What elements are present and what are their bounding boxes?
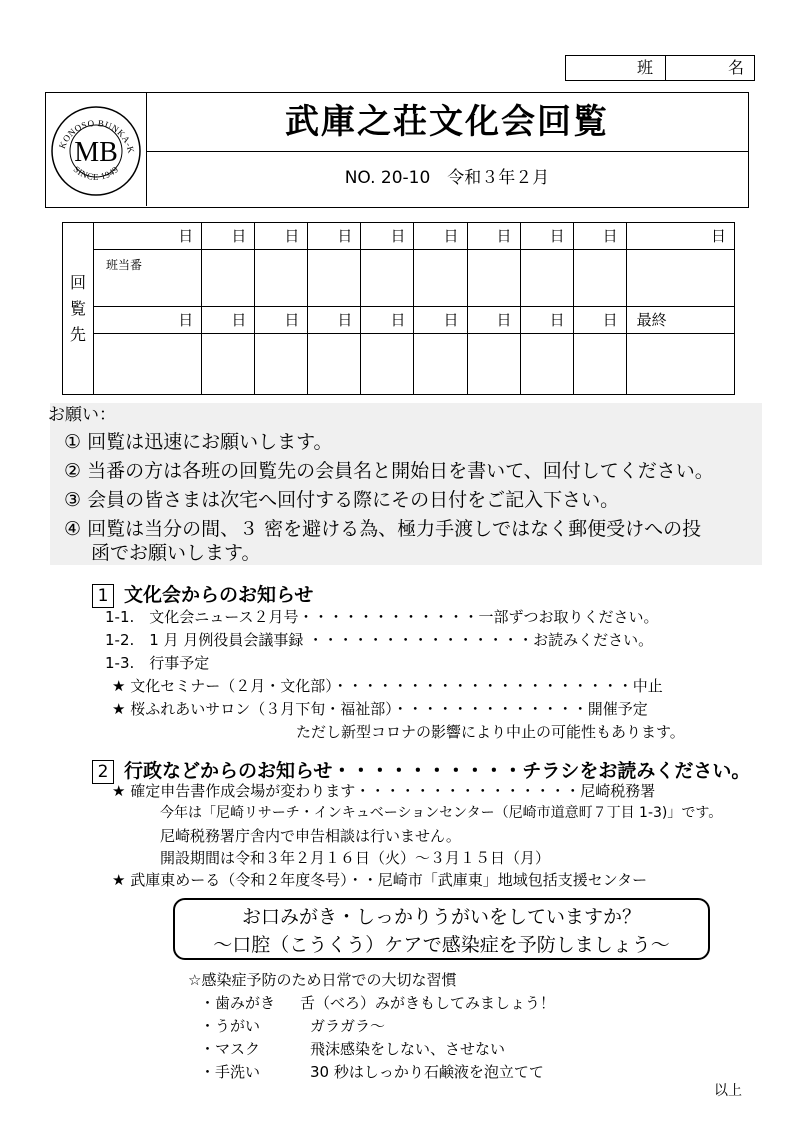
section1-number: 1 xyxy=(92,584,114,608)
logo-cell xyxy=(46,93,147,206)
request-item: 函でお願いします。 xyxy=(91,542,261,564)
circulation-table xyxy=(62,222,735,395)
section2-line: 開設期間は令和３年２月１６日（火）～３月１５日（月） xyxy=(160,849,551,867)
group-name-box xyxy=(565,55,755,81)
date-cell: 日 xyxy=(573,307,626,334)
section2-line: ★ 武庫東めーる（令和２年度冬号）・・尼崎市「武庫東」地域包括支援センター xyxy=(112,871,648,889)
date-cell: 日 xyxy=(255,223,308,250)
name-cell[interactable] xyxy=(255,250,308,307)
request-item: ③ 会員の皆さまは次宅へ回付する際にその日付をご記入下さい。 xyxy=(64,489,620,511)
date-cell: 日 xyxy=(255,307,308,334)
group-label: 班 xyxy=(566,56,666,80)
end-mark: 以上 xyxy=(714,1083,742,1099)
section1-line: 1-2. 1 月 月例役員会議事録 ・・・・・・・・・・・・・・・お読みください。 xyxy=(105,631,654,649)
section1-title: 文化会からのお知らせ xyxy=(124,584,314,606)
date-cell: 日 xyxy=(308,223,361,250)
habits-heading: ☆感染症予防のため日常での大切な習慣 xyxy=(188,971,457,989)
habit-text: 舌（べろ）みがきもしてみましょう！ xyxy=(300,994,556,1012)
date-cell: 日 xyxy=(202,223,255,250)
name-cell[interactable] xyxy=(255,334,308,395)
date-cell: 日 xyxy=(308,307,361,334)
name-cell-toban[interactable] xyxy=(94,250,202,307)
habit-label: ・うがい xyxy=(200,1017,261,1035)
oral-care-callout xyxy=(173,898,710,960)
name-cell[interactable] xyxy=(202,334,255,395)
circular-header xyxy=(45,92,749,208)
circulation-side-label: 回 覧 先 xyxy=(63,223,94,395)
request-item: ② 当番の方は各班の回覧先の会員名と開始日を書いて、回付してください。 xyxy=(64,460,714,482)
section1-line: ただし新型コロナの影響により中止の可能性もあります。 xyxy=(296,723,685,741)
name-cell[interactable] xyxy=(467,250,520,307)
name-cell[interactable] xyxy=(361,250,414,307)
habit-label: ・歯みがき xyxy=(200,994,276,1012)
date-cell: 日 xyxy=(520,307,573,334)
name-cell[interactable] xyxy=(573,334,626,395)
date-cell: 日 xyxy=(414,223,467,250)
name-label: 名 xyxy=(727,58,744,77)
date-cell: 日 xyxy=(361,223,414,250)
habit-label: ・手洗い xyxy=(200,1063,261,1081)
logo-mb: MB xyxy=(74,137,118,168)
name-cell[interactable] xyxy=(626,334,734,395)
page-title: 武庫之荘文化会回覧 xyxy=(146,93,748,152)
name-cell[interactable] xyxy=(202,250,255,307)
name-cell[interactable] xyxy=(520,334,573,395)
section1-heading xyxy=(92,580,313,608)
name-cell[interactable] xyxy=(520,250,573,307)
date-cell: 日 xyxy=(626,223,734,250)
name-cell[interactable] xyxy=(414,334,467,395)
habit-text: ガラガラ～ xyxy=(310,1017,386,1035)
date-cell: 日 xyxy=(520,223,573,250)
habit-text: 30 秒はしっかり石鹸液を泡立てて xyxy=(310,1063,544,1081)
name-cell[interactable] xyxy=(467,334,520,395)
section1-line: 1-1. 文化会ニュース２月号・・・・・・・・・・・・一部ずつお取りください。 xyxy=(105,608,659,626)
request-item: ① 回覧は迅速にお願いします。 xyxy=(64,431,333,453)
habit-text: 飛沫感染をしない、させない xyxy=(310,1040,506,1058)
habit-label: ・マスク xyxy=(200,1040,261,1058)
date-cell: 日 xyxy=(94,307,202,334)
date-cell: 日 xyxy=(202,307,255,334)
requests-heading: お願い： xyxy=(48,405,116,425)
section2-line: 今年は「尼崎リサーチ・インキュベーションセンター（尼崎市道意町７丁目 1-3)」です。 xyxy=(160,805,723,821)
name-cell[interactable] xyxy=(414,250,467,307)
section2-number: 2 xyxy=(92,760,114,784)
date-cell: 日 xyxy=(467,223,520,250)
callout-line2: ～口腔（こうくう）ケアで感染症を予防しましょう～ xyxy=(213,934,670,956)
date-cell: 日 xyxy=(414,307,467,334)
last-cell: 最終 xyxy=(626,307,734,334)
section2-line: 尼崎税務署庁舎内で申告相談は行いません。 xyxy=(160,827,461,845)
name-cell[interactable] xyxy=(573,250,626,307)
section1-line: 1-3. 行事予定 xyxy=(105,654,210,672)
section1-line: ★ 桜ふれあいサロン（３月下旬・福祉部）・・・・・・・・・・・・・開催予定 xyxy=(112,700,648,718)
request-item: ④ 回覧は当分の間、３ 密を避ける為、極力手渡しではなく郵便受けへの投 xyxy=(64,518,702,540)
date-cell: 日 xyxy=(361,307,414,334)
section1-line: ★ 文化セミナー（２月・文化部）・・・・・・・・・・・・・・・・・・・・中止 xyxy=(112,677,663,695)
date-cell: 日 xyxy=(467,307,520,334)
toban-label: 班当番 xyxy=(106,258,143,272)
section2-title: 行政などからのお知らせ・・・・・・・・・・チラシをお読みください。 xyxy=(124,760,751,782)
callout-line1: お口みがき・しっかりうがいをしていますか？ xyxy=(241,906,641,928)
name-cell[interactable] xyxy=(308,250,361,307)
issue-number: NO. 20-10 令和３年２月 xyxy=(344,168,550,188)
mb-logo xyxy=(46,93,146,206)
name-cell[interactable] xyxy=(626,250,734,307)
name-cell[interactable] xyxy=(308,334,361,395)
name-cell[interactable] xyxy=(94,334,202,395)
section2-line: ★ 確定申告書作成会場が変わります・・・・・・・・・・・・・・・尼崎税務署 xyxy=(112,782,656,800)
logo-arc-top: KONOSO BUNKA-K xyxy=(56,117,137,155)
name-cell[interactable] xyxy=(361,334,414,395)
logo-arc-bottom: SINCE 1949 xyxy=(71,164,121,182)
date-cell: 日 xyxy=(94,223,202,250)
date-cell: 日 xyxy=(573,223,626,250)
